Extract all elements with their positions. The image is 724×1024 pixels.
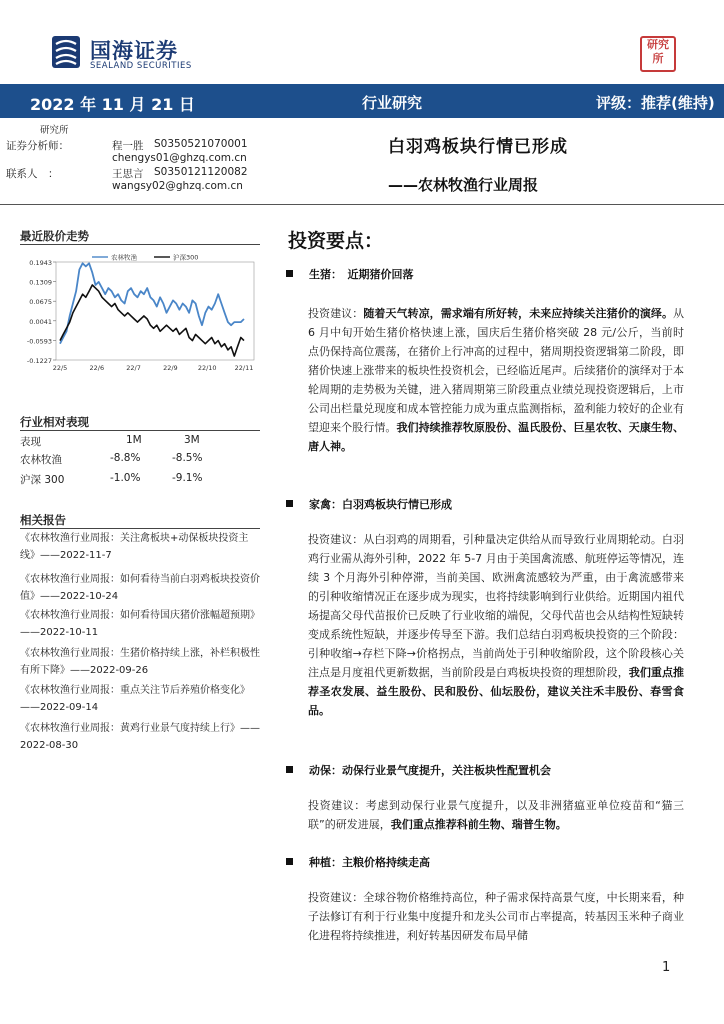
- perf-heading: 行业相对表现: [20, 415, 89, 429]
- related-report-item[interactable]: [20, 571, 260, 605]
- chart-y-tick-label: 0.1943: [29, 259, 52, 267]
- related-report-title: 《农林牧渔行业周报：生猪价格持续上涨，补栏积极性有所下降》: [20, 648, 260, 676]
- related-report-item[interactable]: [20, 682, 260, 716]
- chart-x-tick-label: 22/7: [126, 364, 141, 372]
- perf-heading-rule: [20, 430, 260, 431]
- analyst-name: 程一胜: [112, 140, 144, 152]
- report-subtitle: ——农林牧渔行业周报: [388, 176, 539, 194]
- chart-y-tick-label: -0.0593: [26, 337, 52, 346]
- company-logo-english: SEALAND SECURITIES: [90, 61, 192, 71]
- chart-heading-rule: [20, 244, 260, 245]
- section-heading-planting: 种植：主粮价格持续走高: [286, 854, 430, 870]
- section-body-poultry: 投资建议：从白羽鸡的周期看，引种量决定供给从而导致行业周期轮动。白羽鸡行业需从海外引种，2022 年 5-7 月由于美国禽流感、航班停运等情况，连续 3 个月海外引种停滞，当前美国、欧洲禽流感较为严重，由于禽流感带来的引种收缩情况正在逐步成为现实，也将持续影响到行业供给。近期国内祖代场提高父母代苗报价已反映了行业收缩的端倪，父母代苗也会从结构性短缺转变成系统性短缺，并逐步传导至下游。我们总结白羽鸡板块投资的三个阶段：引种收缩→存栏下降→价格拐点，当前尚处于引种收缩阶段，这个阶段核心关注点是月度祖代更新数据，当前阶段是白鸡板块投资的理想阶段，我们重点推荐圣农发展、益生股份、民和股份、仙坛股份，建议关注禾丰股份、春雪食品。: [308, 533, 685, 717]
- contact-role: 联系人 ：: [6, 168, 59, 180]
- report-rating: 评级：推荐(维持): [596, 94, 715, 112]
- sealand-logo-icon: [52, 36, 80, 68]
- related-report-date: ——2022-08-30: [20, 723, 260, 751]
- related-report-title: 《农林牧渔行业周报：重点关注节后养殖价格变化》: [20, 685, 250, 696]
- chart-legend-label: 沪深300: [173, 253, 199, 262]
- bullet-square-icon: [286, 858, 293, 865]
- related-report-date: ——2022-11-7: [40, 550, 112, 561]
- chart-y-tick-label: -0.1227: [26, 357, 52, 365]
- perf-header-1m: 1M: [126, 434, 142, 446]
- price-trend-chart: [20, 248, 260, 378]
- report-title: 白羽鸡板块行情已形成: [388, 137, 568, 157]
- bullet-square-icon: [286, 270, 293, 277]
- page-number: 1: [662, 960, 671, 975]
- section-body-planting: 投资建议：全球谷物价格维持高位，种子需求保持高景气度，中长期来看，种子法修订有利于行业集中度提升和龙头公司市占率提高，转基因玉米种子商业化进程将持续推进，利好转基因研发布局早储: [308, 891, 684, 942]
- key-points-title: 投资要点：: [288, 230, 384, 252]
- section-heading-poultry: 家禽：白羽鸡板块行情已形成: [286, 496, 452, 512]
- perf-row-name: 农林牧渔: [20, 454, 62, 466]
- perf-row-3m: -9.1%: [172, 472, 203, 484]
- section-body-pig: 投资建议：随着天气转凉，需求端有所好转，未来应持续关注猪价的演绎。从 6 月中旬开始生猪价格快速上涨，国庆后生猪价格突破 28 元/公斤，当前时点仍保持高位震荡，在猪价上行冲高的过程中，猪周期投资逻辑第二阶段，即猪价快速上涨带来的板块性投资机会，已经临近尾声。后续猪价的演绎对于本轮周期的走势极为关键，进入猪周期第三阶段重点业绩兑现投资逻辑后，上市公司出栏量兑现度和成本管控能力成为重点监测指标，盈利能力较好的企业有望迎来个股行情。我们持续推荐牧原股份、温氏股份、巨星农牧、天康生物、唐人神。: [308, 307, 685, 453]
- related-report-date: ——2022-09-26: [70, 665, 149, 676]
- contact-email[interactable]: wangsy02@ghzq.com.cn: [112, 180, 243, 192]
- related-report-date: ——2022-09-14: [20, 702, 99, 713]
- perf-header-label: 表现: [20, 436, 41, 448]
- related-report-item[interactable]: [20, 645, 260, 679]
- chart-heading: 最近股价走势: [20, 229, 89, 243]
- research-stamp: 研究所: [640, 36, 676, 72]
- analyst-role: 证券分析师：: [6, 140, 69, 152]
- related-report-item[interactable]: [20, 720, 260, 754]
- perf-row-name: 沪深 300: [20, 474, 65, 486]
- chart-legend-label: 农林牧渔: [111, 253, 137, 262]
- chart-y-tick-label: 0.0675: [29, 298, 52, 307]
- related-report-date: ——2022-10-11: [20, 627, 99, 638]
- contact-name: 王思言: [112, 168, 144, 180]
- chart-series-line-csi300: [60, 285, 244, 356]
- related-report-date: ——2022-10-24: [40, 591, 119, 602]
- section-body-animal-health: 投资建议：考虑到动保行业景气度提升，以及非洲猪瘟亚单位疫苗和“猫三联”的研发进展，我们重点推荐科前生物、瑞普生物。: [308, 799, 684, 831]
- section-heading-animal-health: 动保：动保行业景气度提升，关注板块性配置机会: [286, 762, 551, 778]
- perf-row-1m: -8.8%: [110, 452, 141, 464]
- section-heading-pig: 生猪： 近期猪价回落: [286, 266, 414, 282]
- related-report-title: 《农林牧渔行业周报：关注禽板块+动保板块投资主线》: [20, 533, 249, 561]
- chart-series-line-agriculture: [60, 263, 244, 343]
- perf-row-3m: -8.5%: [172, 452, 203, 464]
- chart-x-tick-label: 22/11: [234, 364, 254, 372]
- chart-y-tick-label: 0.1309: [29, 278, 52, 287]
- analyst-email[interactable]: chengys01@ghzq.com.cn: [112, 152, 247, 164]
- report-date: 2022 年 11 月 21 日: [30, 95, 195, 114]
- related-report-title: 《农林牧渔行业周报：如何看待当前白羽鸡板块投资价值》: [20, 574, 260, 602]
- report-category: 行业研究: [362, 94, 423, 112]
- company-logo-text: 国海证券: [90, 39, 178, 63]
- related-report-item[interactable]: [20, 607, 260, 641]
- bullet-square-icon: [286, 500, 293, 507]
- related-report-item[interactable]: [20, 530, 260, 564]
- contact-cert: S0350121120082: [154, 166, 248, 178]
- perf-row-1m: -1.0%: [110, 472, 141, 484]
- perf-header-3m: 3M: [184, 434, 200, 446]
- reports-heading-rule: [20, 528, 260, 529]
- header-divider: [0, 204, 724, 205]
- chart-x-tick-label: 22/5: [52, 364, 68, 372]
- chart-x-tick-label: 22/6: [89, 364, 105, 372]
- bullet-square-icon: [286, 766, 293, 773]
- related-report-title: 《农林牧渔行业周报：黄鸡行业景气度持续上行》: [20, 723, 240, 734]
- chart-x-tick-label: 22/9: [163, 364, 178, 372]
- analyst-cert: S0350521070001: [154, 138, 248, 150]
- dept-label: 研究所: [40, 125, 69, 136]
- chart-x-tick-label: 22/10: [197, 364, 217, 372]
- related-report-title: 《农林牧渔行业周报：如何看待国庆猪价涨幅超预期》: [20, 610, 260, 621]
- reports-heading: 相关报告: [20, 513, 66, 527]
- chart-y-tick-label: 0.0041: [29, 317, 52, 326]
